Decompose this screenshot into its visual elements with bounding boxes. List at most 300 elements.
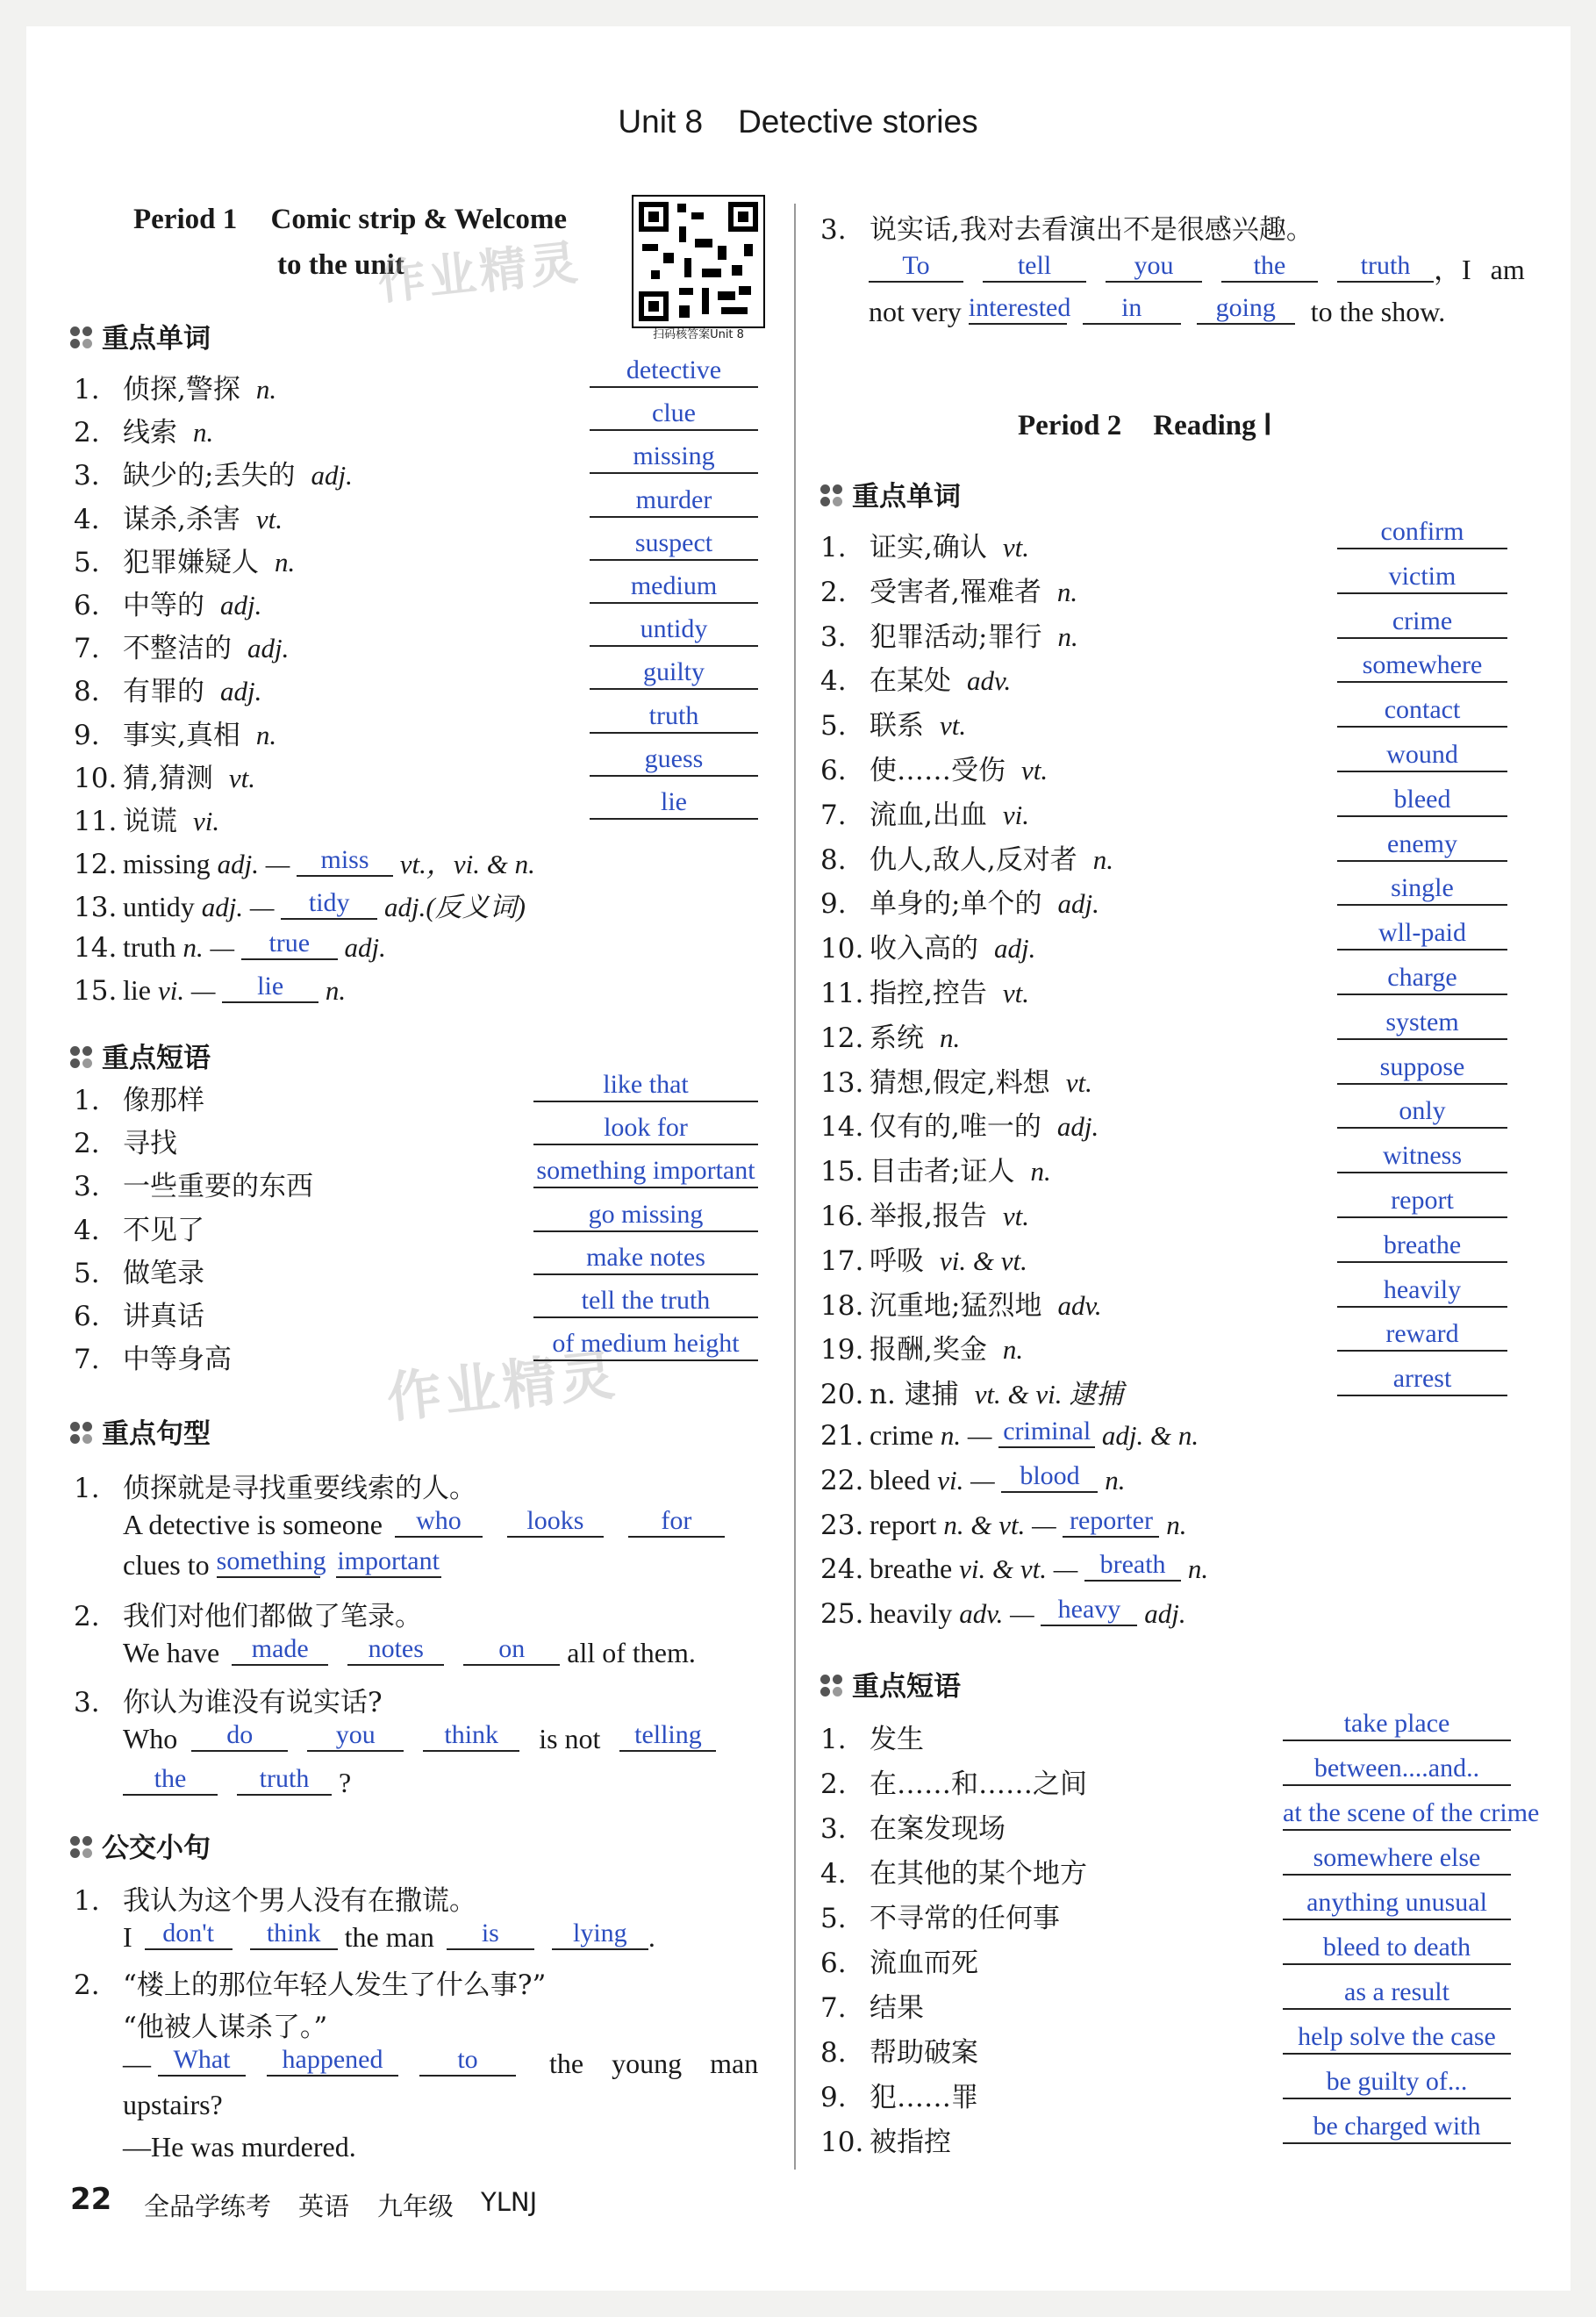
answer-blank[interactable]: criminal (998, 1417, 1095, 1448)
blank[interactable]: telling (619, 1720, 716, 1752)
word-row (820, 926, 1035, 965)
item-number: 4. (74, 1214, 100, 1246)
word-row (820, 658, 1011, 698)
word-chinese: 缺少的;丢失的 (123, 460, 296, 492)
period1-topic: Comic strip & Welcome (270, 204, 568, 235)
item-number: 2. (820, 1768, 847, 1800)
blank[interactable]: who (395, 1506, 483, 1538)
phrase-row (74, 1251, 204, 1290)
phrase-row (820, 2120, 951, 2159)
part-of-speech: vt. & vi. 逮捕 (974, 1379, 1124, 1410)
part-of-speech: vi. & vt. — (959, 1553, 1085, 1585)
part-of-speech: adv. (967, 665, 1012, 697)
base-word: truth (123, 930, 183, 963)
phrase-row (820, 1717, 924, 1756)
word-chinese: n. 逮捕 (870, 1379, 959, 1411)
word-row (820, 570, 1077, 609)
word-row (74, 583, 261, 622)
word-chinese: 说谎 (123, 806, 177, 837)
daily-2-en: — What happened to the young man (123, 2045, 759, 2079)
item-number: 3. (74, 1171, 100, 1203)
part-of-speech: adj. (337, 931, 386, 963)
word-chinese: 在某处 (870, 665, 951, 698)
part-of-speech: n. (1098, 1464, 1126, 1496)
word-row (820, 1327, 1023, 1367)
item-number: 2. (74, 417, 100, 449)
section-dots-icon (820, 484, 843, 507)
answer-blank[interactable]: truth (590, 700, 758, 734)
answer-blank[interactable]: suspect (590, 527, 758, 561)
word-form-row (820, 1506, 1186, 1541)
word-form-row (74, 842, 535, 881)
phrase-chinese: 做笔录 (123, 1257, 204, 1289)
word-chinese: 使……受伤 (870, 755, 1006, 786)
phrase-row (820, 1985, 924, 2025)
item-number: 21. (820, 1420, 864, 1452)
word-chinese: 事实,真相 (123, 719, 240, 751)
item-number: 16. (820, 1201, 864, 1232)
blank[interactable]: What (158, 2045, 246, 2077)
section-key-phrases: 重点短语 (70, 1036, 211, 1075)
answer-blank[interactable]: between....and.. (1283, 1753, 1511, 1786)
part-of-speech: adj. (1137, 1598, 1186, 1630)
blank[interactable]: think (423, 1720, 519, 1752)
phrase-row (74, 1121, 177, 1160)
answer-blank[interactable]: miss (297, 845, 393, 877)
item-number: 8. (820, 2037, 847, 2069)
footer-edition: YLNJ (481, 2187, 538, 2217)
word-row (74, 669, 261, 708)
blank[interactable]: something (217, 1546, 320, 1578)
blank[interactable]: lying (552, 1919, 648, 1950)
answer-blank[interactable]: clue (590, 398, 758, 431)
word-row (820, 614, 1078, 654)
answer-blank[interactable]: somewhere (1337, 649, 1507, 683)
item-number: 11. (74, 806, 118, 837)
answer-blank[interactable]: arrest (1337, 1363, 1507, 1396)
sentence-1-en-line2: clues to something important (123, 1546, 440, 1581)
word-chinese: 犯罪嫌疑人 (123, 546, 259, 578)
phrase-row (820, 1761, 1087, 1801)
part-of-speech: vt. (1021, 755, 1048, 785)
blank[interactable]: do (191, 1720, 288, 1752)
part-of-speech: vt. (1002, 532, 1029, 563)
word-row (820, 971, 1029, 1010)
blank[interactable]: think (250, 1919, 338, 1950)
item-number: 7. (74, 1344, 100, 1376)
blank[interactable]: made (232, 1634, 328, 1666)
base-word: report (870, 1508, 944, 1540)
part-of-speech: n. (255, 719, 277, 750)
blank[interactable]: looks (507, 1506, 604, 1538)
answer-blank[interactable]: witness (1337, 1140, 1507, 1173)
word-chinese: 系统 (870, 1022, 924, 1054)
section-dots-icon (70, 1422, 93, 1445)
answer-blank[interactable]: guilty (590, 656, 758, 690)
cont-sentence-3-en: To tell you the truth ，I am (869, 247, 1525, 288)
word-chinese: 证实,确认 (870, 532, 987, 563)
footer-book: 全品学练考 (144, 2191, 272, 2221)
blank[interactable]: tell (983, 251, 1086, 283)
daily-2-cn-line2: “他被人谋杀了。” (123, 2012, 328, 2043)
word-form-row (74, 972, 346, 1007)
part-of-speech: n. — (940, 1420, 999, 1451)
part-of-speech: vt. (228, 762, 255, 793)
answer-blank[interactable]: crime (1337, 606, 1507, 639)
word-row (820, 748, 1048, 787)
blank[interactable]: interested (969, 293, 1067, 325)
sentence-2-en: We have made notes on all of them. (123, 1634, 696, 1668)
part-of-speech: n. (1057, 620, 1078, 652)
answer-blank[interactable]: enemy (1337, 829, 1507, 862)
phrase-chinese: 犯……罪 (870, 2082, 978, 2113)
answer-blank[interactable]: system (1337, 1007, 1507, 1040)
part-of-speech: vt. (255, 503, 283, 534)
item-number: 3. (74, 460, 100, 492)
section-key-phrases-2: 重点短语 (820, 1664, 961, 1704)
item-number: 9. (820, 2082, 847, 2113)
word-row (74, 540, 295, 579)
watermark-logo-icon: 作业精灵 (383, 1342, 621, 1431)
period2-title: Period 2 Reading Ⅰ (1018, 410, 1272, 441)
word-chinese: 犯罪活动;罪行 (870, 620, 1042, 653)
part-of-speech: vi. — (157, 974, 223, 1006)
watermark-logo-icon: 作业精灵 (375, 234, 584, 311)
word-row (74, 453, 353, 492)
period1-topic-line2: to the unit (277, 249, 404, 281)
item-number: 5. (820, 1903, 847, 1934)
word-row (820, 793, 1029, 832)
part-of-speech: n. (1092, 843, 1113, 875)
answer-blank[interactable]: guess (590, 743, 758, 777)
answer-blank[interactable]: charge (1337, 962, 1507, 995)
word-row (74, 626, 289, 665)
answer-blank[interactable]: medium (590, 570, 758, 604)
word-chinese: 沉重地;猛烈地 (870, 1289, 1042, 1322)
part-of-speech: adv. — (959, 1598, 1041, 1630)
item-number: 1. (74, 1085, 100, 1116)
answer-blank[interactable]: untidy (590, 613, 758, 647)
answer-blank[interactable]: reward (1337, 1318, 1507, 1352)
footer-grade: 九年级 (377, 2191, 454, 2221)
answer-blank[interactable]: detective (590, 355, 758, 388)
answer-blank[interactable]: at the scene of the crime (1283, 1797, 1511, 1831)
word-row (820, 1283, 1102, 1323)
blank[interactable]: the (123, 1764, 218, 1796)
answer-blank[interactable]: tell the truth (533, 1285, 758, 1318)
word-form-row (74, 885, 526, 924)
blank[interactable]: to (419, 2045, 516, 2077)
answer-blank[interactable]: single (1337, 872, 1507, 906)
phrase-row (74, 1078, 204, 1117)
word-chinese: 仇人,敌人,反对者 (870, 843, 1077, 876)
part-of-speech: n. (1181, 1553, 1209, 1585)
item-number: 5. (74, 1257, 100, 1289)
part-of-speech: adj. (311, 460, 353, 491)
answer-blank[interactable]: bleed to death (1283, 1932, 1511, 1965)
answer-blank[interactable]: breathe (1337, 1230, 1507, 1263)
word-row (74, 713, 276, 752)
word-row (820, 837, 1113, 877)
section-daily-sentences: 公交小句 (70, 1826, 211, 1865)
daily-1-en: I don't think the man is lying . (123, 1919, 655, 1953)
part-of-speech: n. (255, 374, 277, 405)
answer-blank[interactable]: true (241, 929, 338, 960)
base-word: heavily (870, 1597, 960, 1630)
phrase-row (74, 1164, 313, 1203)
word-row (820, 1372, 1123, 1411)
answer-blank[interactable]: of medium height (533, 1328, 758, 1361)
answer-blank[interactable]: make notes (533, 1242, 758, 1275)
phrase-chinese: 像那样 (123, 1085, 204, 1116)
answer-blank[interactable]: wound (1337, 739, 1507, 772)
item-number: 3. (820, 620, 847, 653)
answer-blank[interactable]: be guilty of... (1283, 2066, 1511, 2099)
phrase-row (820, 1940, 978, 1980)
word-form-row (820, 1595, 1186, 1630)
item-number: 20. (820, 1379, 864, 1411)
unit-name: Detective stories (738, 104, 978, 140)
answer-blank[interactable]: go missing (533, 1199, 758, 1232)
item-number: 12. (74, 849, 118, 881)
part-of-speech: n. & vt. — (943, 1509, 1063, 1540)
part-of-speech: adj. & n. (1095, 1420, 1199, 1451)
qr-code-icon[interactable] (632, 195, 765, 328)
answer-blank[interactable]: contact (1337, 694, 1507, 728)
item-number: 9. (74, 719, 100, 751)
item-number: 10. (820, 2127, 864, 2158)
item-number: 6. (820, 755, 847, 786)
section-key-words: 重点单词 (70, 316, 211, 355)
daily-1-cn: 1. 我认为这个男人没有在撒谎。 (74, 1885, 476, 1917)
answer-blank[interactable]: missing (590, 441, 758, 474)
part-of-speech: adj. (1056, 1111, 1099, 1143)
part-of-speech: adj. (220, 590, 262, 620)
answer-blank[interactable]: lie (590, 786, 758, 820)
phrase-row (820, 2030, 978, 2070)
answer-blank[interactable]: murder (590, 484, 758, 518)
phrase-row (74, 1294, 204, 1333)
phrase-chinese: 帮助破案 (870, 2037, 978, 2069)
blank[interactable]: notes (347, 1634, 444, 1666)
item-number: 14. (74, 931, 118, 964)
word-row (820, 525, 1029, 564)
answer-blank[interactable]: look for (533, 1112, 758, 1145)
section-dots-icon (70, 1836, 93, 1859)
blank[interactable]: for (628, 1506, 725, 1538)
item-number: 22. (820, 1464, 864, 1496)
period1-title (133, 204, 567, 236)
blank[interactable]: happened (267, 2045, 398, 2077)
item-number: 12. (820, 1022, 864, 1054)
daily-2-en-line2: upstairs? (123, 2089, 223, 2120)
part-of-speech: adj.(反义词) (377, 892, 526, 923)
word-chinese: 有罪的 (123, 676, 204, 708)
part-of-speech: vt. (1065, 1066, 1092, 1098)
word-form-row (820, 1550, 1208, 1585)
phrase-chinese: 结果 (870, 1992, 924, 2024)
item-number: 4. (74, 503, 100, 535)
blank[interactable]: don't (145, 1919, 233, 1950)
phrase-chinese: 一些重要的东西 (123, 1171, 313, 1203)
sentence-1-cn: 1. 侦探就是寻找重要线索的人。 (74, 1473, 476, 1504)
answer-blank[interactable]: lie (222, 972, 318, 1003)
phrase-chinese: 不寻常的任何事 (870, 1903, 1060, 1934)
answer-blank[interactable]: heavily (1337, 1274, 1507, 1308)
item-number: 15. (820, 1156, 864, 1188)
blank[interactable]: you (1106, 251, 1202, 283)
part-of-speech: adv. (1057, 1289, 1102, 1321)
part-of-speech: adj. — (217, 849, 297, 880)
base-word: lie (123, 973, 158, 1006)
word-row (820, 1149, 1051, 1188)
answer-blank[interactable]: as a result (1283, 1976, 1511, 2010)
phrase-chinese: 流血而死 (870, 1948, 978, 1979)
blank[interactable]: truth (237, 1764, 332, 1796)
period1-label: Period 1 (133, 204, 238, 235)
answer-blank[interactable]: anything unusual (1283, 1887, 1511, 1920)
word-chinese: 目击者;证人 (870, 1156, 1015, 1188)
answer-blank[interactable]: heavy (1041, 1595, 1137, 1626)
item-number: 18. (820, 1289, 864, 1322)
blank[interactable]: the (1221, 251, 1318, 283)
part-of-speech: n. (1159, 1509, 1187, 1540)
part-of-speech: adj. (247, 633, 290, 664)
part-of-speech: vi. (1002, 799, 1029, 830)
footer-subject: 英语 (298, 2191, 350, 2221)
part-of-speech: vi. & vt. (940, 1245, 1027, 1276)
section-dots-icon (820, 1675, 843, 1697)
word-chinese: 猜,猜测 (123, 762, 213, 794)
answer-blank[interactable]: breath (1084, 1550, 1181, 1582)
word-chinese: 谋杀,杀害 (123, 503, 240, 535)
word-form-row (820, 1417, 1199, 1452)
phrase-chinese: 不见了 (123, 1214, 204, 1246)
page-number: 22 (70, 2182, 112, 2217)
phrase-chinese: 在案发现场 (870, 1813, 1006, 1845)
part-of-speech: vt. (1002, 978, 1029, 1008)
word-form-row (74, 929, 386, 964)
answer-blank[interactable]: confirm (1337, 516, 1507, 549)
sentence-1-en: A detective is someone who looks for (123, 1506, 725, 1541)
item-number: 2. (820, 576, 847, 608)
part-of-speech: adj. (220, 676, 262, 707)
word-chinese: 侦探,警探 (123, 374, 240, 405)
answer-blank[interactable]: tidy (281, 888, 377, 920)
phrase-chinese: 讲真话 (123, 1301, 204, 1332)
word-row (820, 881, 1099, 921)
phrase-row (74, 1337, 232, 1376)
cont-sentence-3-cn: 3. 说实话,我对去看演出不是很感兴趣。 (820, 214, 1313, 246)
sentence-3-en-line2: the truth ? (123, 1764, 351, 1799)
word-form-row (820, 1461, 1125, 1496)
part-of-speech: n. (318, 974, 347, 1006)
word-chinese: 收入高的 (870, 933, 978, 965)
part-of-speech: adj. (994, 933, 1036, 965)
answer-blank[interactable]: wll-paid (1337, 917, 1507, 950)
item-number: 8. (820, 843, 847, 876)
item-number: 6. (74, 590, 100, 621)
answer-blank[interactable]: something important (533, 1155, 758, 1188)
blank[interactable]: in (1083, 293, 1181, 325)
phrase-chinese: 被指控 (870, 2127, 951, 2158)
answer-blank[interactable]: victim (1337, 561, 1507, 594)
item-number: 13. (74, 892, 118, 924)
item-number: 17. (820, 1245, 864, 1277)
answer-blank[interactable]: help solve the case (1283, 2021, 1511, 2055)
answer-blank[interactable]: report (1337, 1185, 1507, 1218)
section-dots-icon (70, 1046, 93, 1069)
blank[interactable]: truth (1337, 251, 1434, 283)
word-chinese: 流血,出血 (870, 799, 987, 831)
daily-2-cn: 2. “楼上的那位年轻人发生了什么事?” (74, 1969, 547, 2001)
word-chinese: 不整洁的 (123, 633, 232, 665)
column-divider (794, 204, 796, 2170)
blank[interactable]: going (1197, 293, 1295, 325)
item-number: 25. (820, 1598, 864, 1631)
item-number: 4. (820, 665, 847, 698)
blank[interactable]: is (447, 1919, 534, 1950)
word-row (74, 756, 255, 795)
answer-blank[interactable]: blood (1001, 1461, 1098, 1493)
base-word: bleed (870, 1463, 938, 1496)
base-word: missing (123, 848, 218, 880)
blank[interactable]: on (463, 1634, 560, 1666)
part-of-speech: n. (1056, 576, 1078, 607)
answer-blank[interactable]: somewhere else (1283, 1842, 1511, 1876)
item-number: 1. (820, 532, 847, 563)
word-chinese: 单身的;单个的 (870, 888, 1042, 921)
answer-blank[interactable]: bleed (1337, 784, 1507, 817)
sentence-3-en: Who do you think is not telling (123, 1720, 716, 1755)
part-of-speech: vt.，vi. & n. (393, 849, 535, 880)
item-number: 7. (74, 633, 100, 665)
answer-blank[interactable]: like that (533, 1069, 758, 1102)
base-word: breathe (870, 1553, 960, 1585)
qr-caption: 扫码核答案Unit 8 (653, 328, 744, 341)
blank[interactable]: you (307, 1720, 404, 1752)
answer-blank[interactable]: be charged with (1283, 2111, 1511, 2144)
daily-2-en-line3: —He was murdered. (123, 2131, 356, 2163)
word-chinese: 猜想,假定,料想 (870, 1066, 1050, 1099)
phrase-row (820, 2075, 978, 2114)
phrase-row (820, 1806, 1006, 1846)
answer-blank[interactable]: take place (1283, 1708, 1511, 1741)
unit-title (0, 104, 1596, 140)
word-row (820, 1015, 960, 1055)
phrase-row (74, 1208, 204, 1247)
answer-blank[interactable]: reporter (1063, 1506, 1159, 1538)
word-chinese: 线索 (123, 417, 177, 449)
phrase-row (820, 1896, 1060, 1935)
item-number: 6. (74, 1301, 100, 1332)
word-chinese: 仅有的,唯一的 (870, 1111, 1041, 1144)
blank[interactable]: To (869, 251, 963, 283)
item-number: 1. (820, 1724, 847, 1755)
item-number: 11. (820, 978, 864, 1009)
answer-blank[interactable]: suppose (1337, 1051, 1507, 1085)
base-word: untidy (123, 891, 202, 923)
item-number: 23. (820, 1509, 864, 1541)
answer-blank[interactable]: only (1337, 1095, 1507, 1129)
part-of-speech: n. (940, 1022, 961, 1053)
item-number: 19. (820, 1334, 864, 1367)
item-number: 5. (820, 710, 847, 742)
blank[interactable]: important (336, 1546, 441, 1578)
part-of-speech: adj. (1057, 888, 1099, 920)
section-dots-icon (70, 326, 93, 349)
item-number: 14. (820, 1111, 864, 1144)
